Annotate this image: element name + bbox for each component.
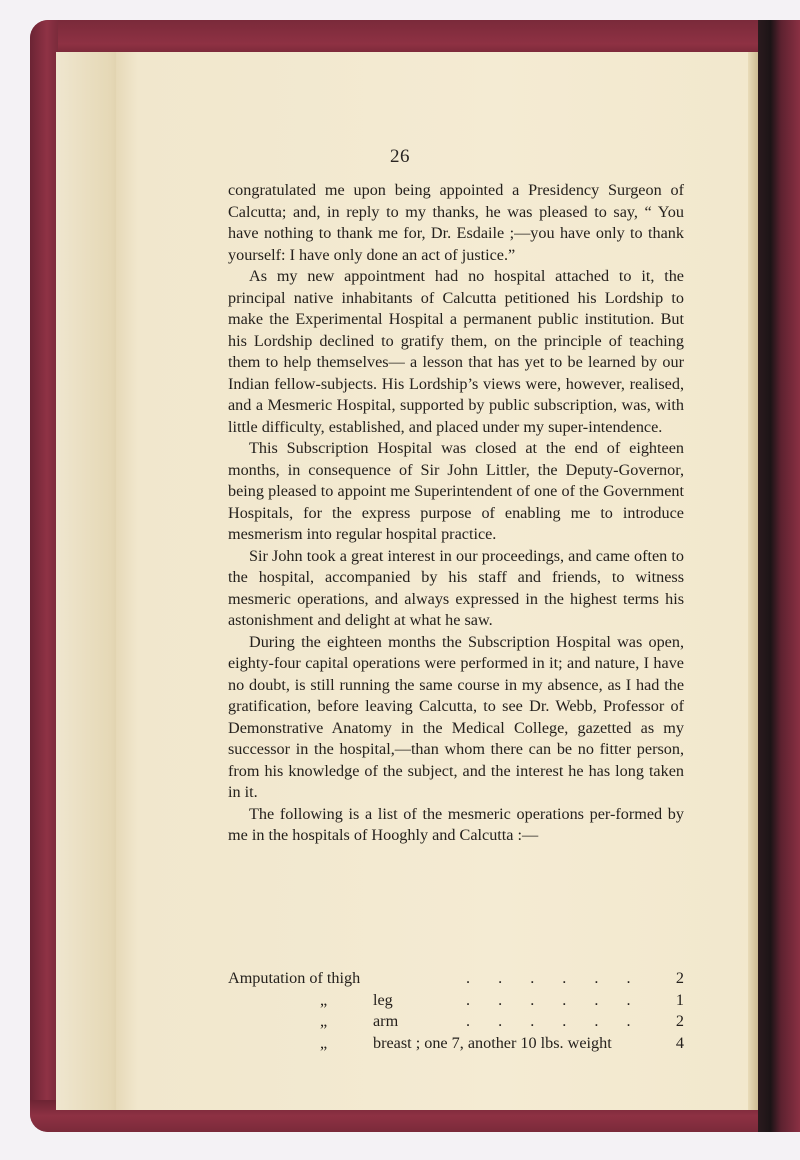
ditto-mark: „ [320, 990, 328, 1009]
leader-dots: . . . . . . [466, 1012, 643, 1030]
operation-label: breast ; one 7, another 10 lbs. weight [373, 1033, 612, 1052]
paragraph: The following is a list of the mesmeric operations per-formed by me in the hospitals of Hooghly and Calcutta :— [228, 804, 684, 844]
page-number: 26 [390, 146, 410, 167]
paragraph: This Subscription Hospital was closed at the end of eighteen months, in consequence of Sir John Littler, the Deputy-Governor, being pleased to appoint me Superintendent of one of the Government Hospitals, for the express purpose of enabling me to introduce mesmerism into regular hospital practice. [228, 439, 684, 543]
page-gutter [56, 52, 124, 1110]
operation-row [228, 1011, 684, 1033]
body-text [228, 180, 684, 847]
paragraph: As my new appointment had no hospital attached to it, the principal native inhabitants of Calcutta petitioned his Lordship to make the Experimental Hospital a permanent public institution. But his Lordship declined to gratify them, on the principle of teaching them to help themselves— a lesson that has yet to be learned by our Indian fellow-subjects. His Lordship’s views were, however, realised, and a Mesmeric Hospital, supported by public subscription, was, with little difficulty, established, and placed under my super-intendence. [228, 267, 684, 436]
operation-label: Amputation of thigh [228, 969, 361, 987]
leader-dots: . . . . . . [466, 969, 643, 987]
operation-count: 4 [675, 1033, 684, 1052]
operation-row [228, 1033, 684, 1055]
operation-count: 2 [675, 1012, 684, 1030]
page-edge [748, 52, 758, 1110]
operation-label: arm [373, 1012, 399, 1030]
operation-row [228, 990, 684, 1012]
paragraph: congratulated me upon being appointed a Presidency Surgeon of Calcutta; and, in reply to my thanks, he was pleased to say, “ You have nothing to thank me for, Dr. Esdaile ;—you have only to thank yourself: I have only done an act of justice.” [228, 181, 684, 264]
operation-row [228, 968, 684, 990]
paragraph: During the eighteen months the Subscription Hospital was open, eighty-four capital operations were performed in it; and nature, I have no doubt, is still running the same course in my absence, as I had the gratification, before leaving Calcutta, to see Dr. Webb, Professor of Demonstrative Anatomy in the Medical College, gazetted as my successor in the hospital,—than whom there can be no fitter person, from his knowledge of the subject, and the interest he has long taken in it. [228, 632, 684, 801]
book-cover-left [30, 20, 58, 1132]
leader-dots: . . . . . . [466, 990, 643, 1009]
paragraph: Sir John took a great interest in our proceedings, and came often to the hospital, accompanied by his staff and friends, to witness mesmeric operations, and always expressed in the highest terms his astonishment and delight at what he saw. [228, 546, 684, 629]
ditto-mark: „ [320, 1012, 328, 1030]
operation-count: 2 [675, 969, 684, 987]
book-cover-right [758, 20, 800, 1132]
operation-count: 1 [675, 990, 684, 1009]
operations-list [228, 968, 684, 1054]
ditto-mark: „ [320, 1033, 328, 1052]
operation-label: leg [373, 990, 393, 1009]
